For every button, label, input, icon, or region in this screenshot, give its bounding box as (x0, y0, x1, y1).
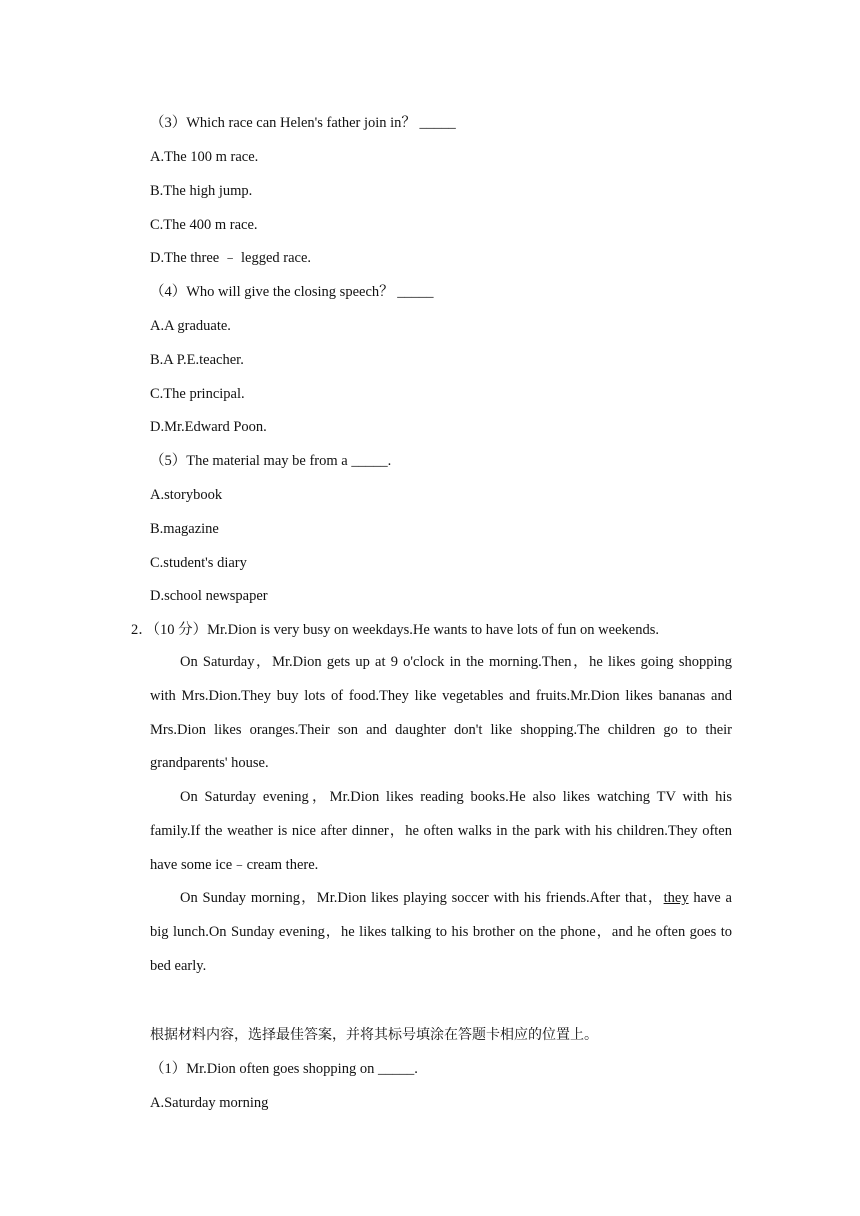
paragraph-3-text-before: On Sunday morning，Mr.Dion likes playing soccer with his friends.After that， (180, 890, 664, 906)
passage-paragraph-3 (150, 882, 732, 983)
paragraph-2-text: On Saturday evening，Mr.Dion likes reading books.He also likes watching TV with his family.If the weather is nice after dinner，he often walks in the park with his children.They often have some ice﹣cream there. (150, 789, 732, 873)
question-3-option-c: C.The 400 m race. (150, 217, 258, 233)
question-4-option-a: A.A graduate. (150, 318, 231, 334)
paragraph-1-text: On Saturday，Mr.Dion gets up at 9 o'clock in the morning.Then，he likes going shopping with Mrs.Dion.They buy lots of food.They like vegetables and fruits.Mr.Dion likes bananas and Mrs.Dion likes oranges.Their son and daughter don't like shopping.The children go to their grandparents' house. (150, 654, 732, 772)
question-4-option-b: B.A P.E.teacher. (150, 352, 244, 368)
question-5-prompt: （5）The material may be from a _____. (150, 453, 392, 469)
underlined-word: they (663, 890, 689, 906)
section-2-question-1-prompt: （1）Mr.Dion often goes shopping on _____. (150, 1061, 418, 1077)
question-4-option-c: C.The principal. (150, 386, 245, 402)
question-3-option-b: B.The high jump. (150, 183, 253, 199)
question-5-option-a: A.storybook (150, 487, 223, 503)
section-heading-text: （10 分）Mr.Dion is very busy on weekdays.He wants to have lots of fun on weekends. (152, 622, 659, 638)
question-4-option-d: D.Mr.Edward Poon. (150, 419, 267, 435)
section-2-heading (131, 621, 659, 639)
question-3-option-d: D.The three ﹣ legged race. (150, 250, 312, 266)
section-number: 2． (131, 622, 153, 638)
passage-paragraph-2 (150, 781, 732, 882)
section-2-question-1-option-a: A.Saturday morning (150, 1095, 269, 1111)
passage-paragraph-1 (150, 646, 732, 781)
instruction-text: 根据材料内容，选择最佳答案，并将其标号填涂在答题卡相应的位置上。 (150, 1027, 598, 1043)
paragraph-3-text-after: have a big lunch.On Sunday evening，he likes talking to his brother on the phone，and he often goes to bed early. (150, 890, 732, 974)
question-4-prompt: （4）Who will give the closing speech？ _____ (150, 284, 434, 300)
question-5-option-d: D.school newspaper (150, 588, 268, 604)
question-5-option-b: B.magazine (150, 521, 219, 537)
question-5-option-c: C.student's diary (150, 555, 247, 571)
question-3-prompt: （3）Which race can Helen's father join in？ _____ (150, 115, 456, 131)
question-3-option-a: A.The 100 m race. (150, 149, 259, 165)
